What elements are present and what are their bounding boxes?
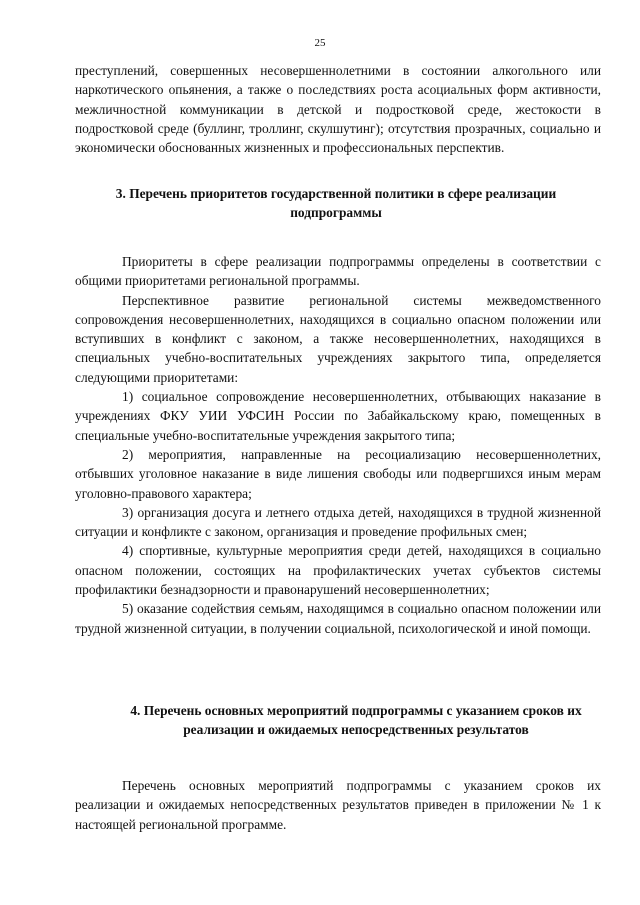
section-3-paragraph: Перспективное развитие региональной системы межведомственного сопровождения несовершеннолетних, находящихся в социально опасном положении или вступивших в конфликт с законом, а также несовершеннолетних, находящихся в специальных учебно-воспитательных учреждениях закрытого типа, определяется следующими приоритетами: (75, 292, 601, 385)
section-4-body (75, 776, 601, 834)
section-3-paragraph: Приоритеты в сфере реализации подпрограммы определены в соответствии с общими приоритетами региональной программы. (75, 254, 601, 289)
intro-continuation-block (75, 61, 601, 157)
priority-list-item: 1) социальное сопровождение несовершеннолетних, отбывающих наказание в учреждениях ФКУ УИИ УФСИН России по Забайкальскому краю, помещенных в специальные учебно-воспитательные учреждения закрытого типа; (75, 389, 601, 443)
section-4-paragraph: Перечень основных мероприятий подпрограммы с указанием сроков их реализации и ожидаемых непосредственных результатов приведен в приложении № 1 к настоящей региональной программе. (75, 778, 601, 832)
section-3-heading-block (75, 184, 601, 223)
section-4-heading-block (75, 701, 601, 740)
priority-list-item: 5) оказание содействия семьям, находящимся в социально опасном положении или трудной жизненной ситуации, в получении социальной, психологической и иной помощи. (75, 601, 601, 636)
section-3-body (75, 252, 601, 638)
priority-list-item: 4) спортивные, культурные мероприятия среди детей, находящихся в социально опасном положении, состоящих на профилактических учетах субъектов системы профилактики безнадзорности и правонарушений несовершеннолетних; (75, 543, 601, 598)
priority-list-item: 3) организация досуга и летнего отдыха детей, находящихся в трудной жизненной ситуации и конфликте с законом, организация и проведение профильных смен; (75, 504, 601, 540)
section-4-heading: 4. Перечень основных мероприятий подпрограммы с указанием сроков их реализации и ожидаемых непосредственных результатов (130, 703, 582, 738)
intro-continuation-paragraph: преступлений, совершенных несовершеннолетними в состоянии алкогольного или наркотического опьянения, а также о последствиях роста асоциальных форм активности, межличностной коммуникации в детской и подростковой среде, жестокости в подростковой среде (буллинг, троллинг, скулшутинг); отсутствия прозрачных, социально и экономически обоснованных жизненных и профессиональных перспектив. (75, 63, 601, 156)
section-3-heading: 3. Перечень приоритетов государственной политики в сфере реализации подпрограммы (115, 186, 557, 221)
priority-list-item: 2) мероприятия, направленные на ресоциализацию несовершеннолетних, отбывших уголовное наказание в виде лишения свободы или подвергшихся иным мерам уголовно-правового характера; (75, 446, 601, 501)
page-number: 25 (314, 37, 326, 49)
